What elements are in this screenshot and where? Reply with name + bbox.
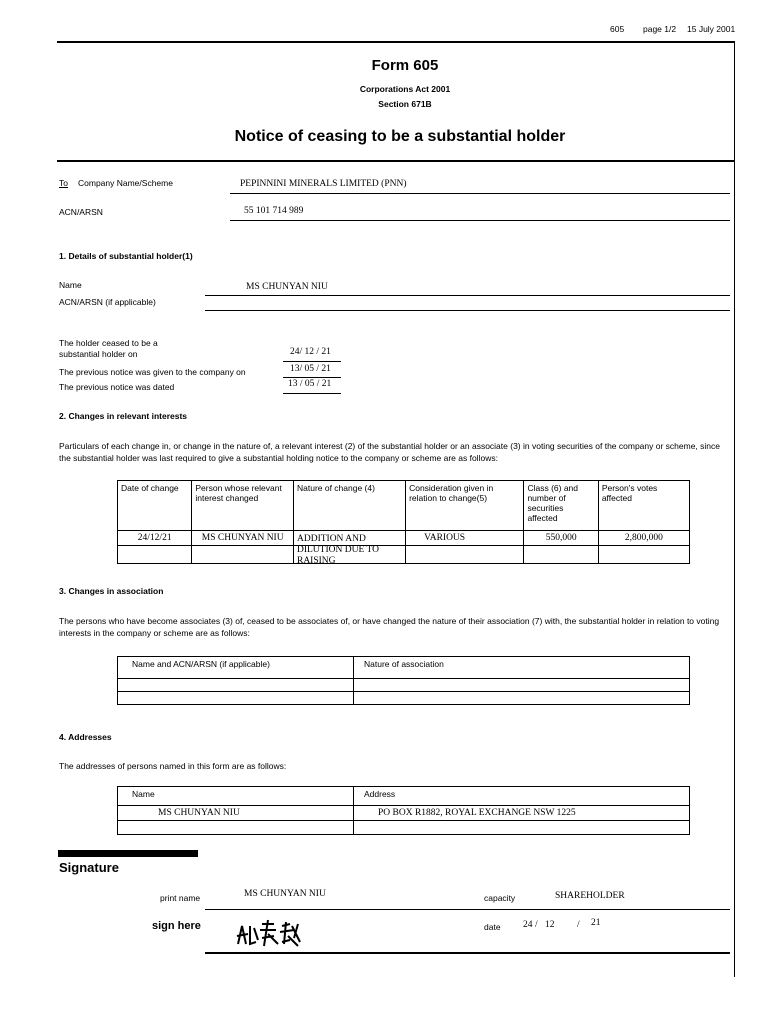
col-addr-name: Name: [118, 787, 354, 806]
section3-paragraph: The persons who have become associates (3) of, ceased to be associates of, or have changed the nature of their association (7) with, the substantial holder in relation to voting interests in the company or scheme are as follows:: [59, 616, 720, 638]
dated-label: The previous notice was dated: [59, 382, 175, 392]
table-row: [118, 806, 690, 821]
header-date: 15 July 2001: [687, 24, 736, 34]
holder-name-rule: [205, 295, 730, 296]
act-subtitle: Corporations Act 2001: [359, 84, 451, 94]
holder-acn-rule: [205, 310, 730, 311]
addr-name: MS CHUNYAN NIU: [118, 806, 354, 821]
addresses-table: [117, 786, 690, 835]
section1-heading: 1. Details of substantial holder(1): [59, 251, 193, 261]
print-name-rule: [205, 909, 730, 910]
given-date-rule: [283, 377, 341, 378]
date-month: 12: [545, 920, 555, 930]
dated-date-rule: [283, 393, 341, 394]
date-sep-2: /: [577, 920, 580, 930]
handwritten-signature: [232, 914, 312, 952]
col-person: Person whose relevant interest changed: [192, 481, 294, 531]
date-day: 24: [523, 920, 533, 930]
company-name: PEPINNINI MINERALS LIMITED (PNN): [240, 179, 407, 189]
cell-consideration: VARIOUS: [406, 531, 524, 546]
header-rule: [57, 41, 735, 43]
form-title: Form 605: [371, 57, 439, 74]
holder-name-label: Name: [59, 280, 82, 290]
sign-here-label: sign here: [152, 920, 201, 932]
title-rule: [57, 160, 735, 162]
col-addr-address: Address: [354, 787, 690, 806]
signature-bar: [58, 850, 198, 857]
sign-rule: [205, 952, 730, 954]
col-date: Date of change: [118, 481, 192, 531]
cell-votes: 2,800,000: [598, 531, 689, 546]
col-nature: Nature of change (4): [293, 481, 405, 531]
col-consideration: Consideration given in relation to change(5): [406, 481, 524, 531]
acn-label: ACN/ARSN: [59, 207, 103, 217]
capacity-label: capacity: [484, 893, 516, 903]
addr-value: PO BOX R1882, ROYAL EXCHANGE NSW 1225: [354, 806, 690, 821]
holder-name: MS CHUNYAN NIU: [246, 282, 328, 292]
section-subtitle: Section 671B: [378, 99, 432, 109]
cell-person: MS CHUNYAN NIU: [192, 531, 294, 546]
company-rule: [230, 193, 730, 194]
cell-nature-text: ADDITION AND DILUTION DUE TO RAISING: [296, 534, 379, 566]
cell-nature: [293, 531, 405, 566]
holder-acn-label: ACN/ARSN (if applicable): [59, 297, 156, 307]
section2-heading: 2. Changes in relevant interests: [59, 411, 188, 421]
cell-class: 550,000: [524, 531, 598, 546]
right-border: [734, 41, 735, 977]
print-name-value: MS CHUNYAN NIU: [244, 889, 326, 899]
page-indicator: page 1/2: [643, 24, 677, 34]
section2-paragraph: Particulars of each change in, or change in the nature of, a relevant interest (2) of the substantial holder or an associate (3) in voting securities of the company or scheme, since the substantial holder was last required to give a substantial holding notice to the company or scheme are as follows:: [59, 441, 720, 463]
to-label: To: [59, 178, 68, 188]
section4-paragraph: The addresses of persons named in this form are as follows:: [59, 761, 287, 771]
col-votes: Person's votes affected: [598, 481, 689, 531]
print-name-label: print name: [160, 893, 201, 903]
given-date: 13/ 05 / 21: [290, 364, 331, 374]
ceased-label-2: substantial holder on: [59, 349, 138, 359]
acn-value: 55 101 714 989: [244, 206, 304, 216]
ceased-label-1: The holder ceased to be a: [59, 338, 158, 348]
capacity-value: SHAREHOLDER: [555, 891, 625, 901]
ceased-date: 24/ 12 / 21: [290, 347, 331, 357]
col-assoc-name: Name and ACN/ARSN (if applicable): [118, 657, 354, 679]
date-label: date: [484, 922, 501, 932]
table-row: [118, 531, 690, 546]
section4-heading: 4. Addresses: [59, 732, 112, 742]
date-year: 21: [591, 918, 601, 928]
company-label: Company Name/Scheme: [78, 178, 173, 188]
acn-rule: [230, 220, 730, 221]
col-assoc-nature: Nature of association: [354, 657, 690, 679]
cell-date: 24/12/21: [118, 531, 192, 546]
given-label: The previous notice was given to the company on: [59, 367, 246, 377]
ceased-date-rule: [283, 361, 341, 362]
notice-title: Notice of ceasing to be a substantial holder: [234, 128, 566, 145]
changes-table: [117, 480, 690, 564]
section3-heading: 3. Changes in association: [59, 586, 164, 596]
association-table: [117, 656, 690, 705]
col-class: Class (6) and number of securities affected: [524, 481, 598, 531]
date-sep-1: /: [535, 920, 538, 930]
dated-date: 13 / 05 / 21: [288, 379, 332, 389]
form-number-header: 605: [610, 24, 625, 34]
signature-heading: Signature: [59, 860, 119, 875]
